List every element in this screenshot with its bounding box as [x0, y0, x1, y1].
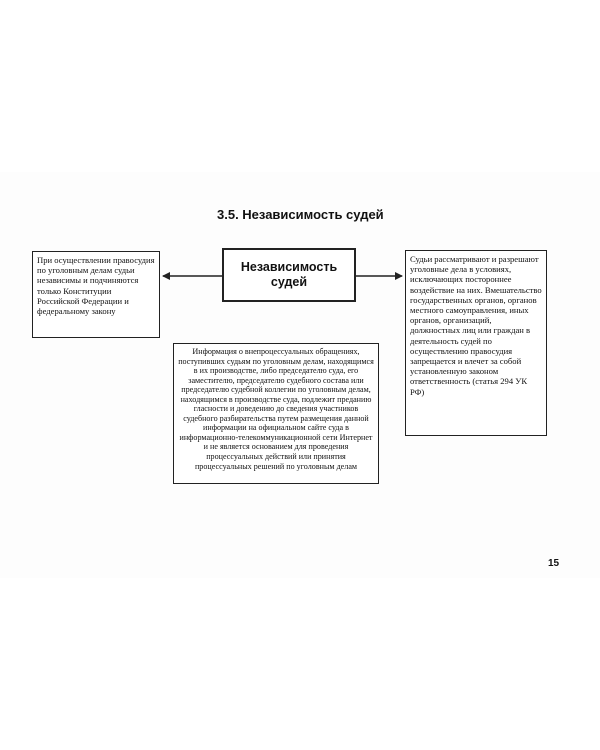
left-box: При осуществлении правосудия по уголовным делам судьи независимы и подчиняются только Конституции Российской Федерации и федеральному закону	[32, 251, 160, 338]
page-number: 15	[548, 558, 560, 569]
right-box: Судьи рассматривают и разрешают уголовные дела в условиях, исключающих постороннее воздействие на них. Вмешательство государственных органов, органов местного самоуправления, иных органов, организаций, должностных лиц или граждан в деятельность судей по осуществлению правосудия запрещается и влечет за собой установленную законом ответственность (статья 294 УК РФ)	[405, 250, 547, 436]
section-title: 3.5. Независимость судей	[217, 207, 384, 222]
center-box: Независимость судей	[222, 248, 356, 302]
bottom-box: Информация о внепроцессуальных обращениях, поступивших судьям по уголовным делам, находящимся в их производстве, либо председателю суда, его заместителю, председателю судебного состава или председателю судебной коллегии по уголовным делам, находящимся в производстве суда, подлежит преданию гласности и доведению до сведения участников судебного разбирательства путем размещения данной информации на официальном сайте суда в информационно-телекоммуникационной сети Интернет и не является основанием для проведения процессуальных действий или принятия процессуальных решений по уголовным делам	[173, 343, 379, 484]
